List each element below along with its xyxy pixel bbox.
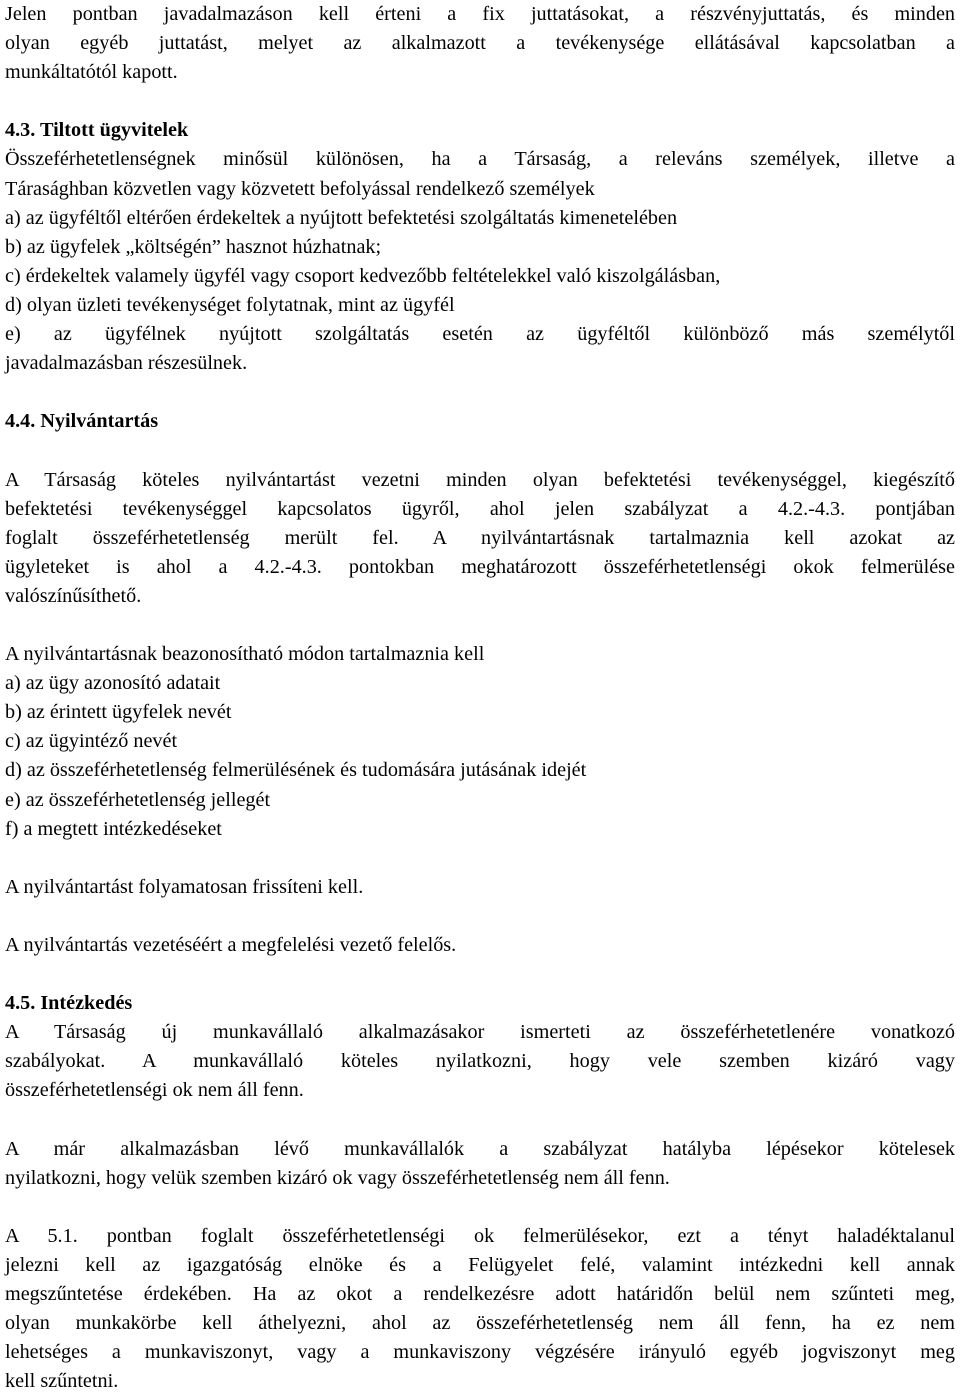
text-line: olyan egyéb juttatást, melyet az alkalmazott a tevékenysége ellátásával kapcsolatban a (5, 32, 955, 55)
list-item: a) az ügy azonosító adatait (5, 672, 221, 695)
list-item: e) az ügyfélnek nyújtott szolgáltatás esetén az ügyféltől különböző más személytől (5, 323, 955, 346)
list-item: a) az ügyféltől eltérően érdekeltek a nyújtott befektetési szolgáltatás kimenetelében (5, 206, 678, 229)
text-line: A Társaság köteles nyilvántartást vezetni minden olyan befektetési tevékenységgel, kiegészítő (5, 468, 955, 491)
text-line: A nyilvántartás vezetéséért a megfelelési vezető felelős. (5, 934, 457, 956)
section-heading: 4.4. Nyilvántartás (5, 410, 159, 433)
text-line: megszűntetése érdekében. Ha az okot a rendelkezésre adott határidőn belül nem szűnteti meg, (5, 1283, 955, 1306)
text-line: A nyilvántartásnak beazonosítható módon tartalmaznia kell (5, 643, 485, 666)
text-line: Tárasághban közvetlen vagy közvetett befolyással rendelkező személyek (5, 177, 595, 200)
text-line: A már alkalmazásban lévő munkavállalók a szabályzat hatályba lépésekor kötelesek (5, 1137, 955, 1160)
text-line: munkáltatótól kapott. (5, 61, 178, 84)
text-line: valószínűsíthető. (5, 584, 142, 607)
text-line: Összeférhetetlenségnek minősül különösen, ha a Társaság, a releváns személyek, illetve a (5, 148, 955, 171)
text-line: javadalmazásban részesülnek. (5, 352, 248, 375)
section-4-5 (5, 989, 955, 1396)
section-4-4 (5, 407, 955, 960)
text-line: A nyilvántartást folyamatosan frissíteni kell. (5, 875, 364, 898)
text-line: szabályokat. A munkavállaló köteles nyilatkozni, hogy vele szemben kizáró vagy (5, 1050, 955, 1073)
section-heading: 4.3. Tiltott ügyvitelek (5, 119, 189, 142)
text-line: nyilatkozni, hogy velük szemben kizáró ok vagy összeférhetetlenség nem áll fenn. (5, 1166, 670, 1189)
document-page (5, 0, 955, 1397)
list-item: c) érdekeltek valamely ügyfél vagy csoport kedvezőbb feltételekkel való kiszolgálásban, (5, 264, 721, 287)
list-item: d) olyan üzleti tevékenységet folytatnak, mint az ügyfél (5, 293, 455, 316)
list-item: f) a megtett intézkedéseket (5, 817, 222, 840)
list-item: e) az összeférhetetlenség jellegét (5, 788, 271, 811)
text-line: foglalt összeférhetetlenség merült fel. A nyilvántartásnak tartalmaznia kell azokat az (5, 526, 955, 549)
list-item: b) az érintett ügyfelek nevét (5, 701, 232, 724)
text-line: olyan munkakörbe kell áthelyezni, ahol az összeférhetetlenség nem áll fenn, ha ez nem (5, 1312, 955, 1335)
text-line: összeférhetetlenségi ok nem áll fenn. (5, 1079, 304, 1102)
section-4-3 (5, 116, 955, 378)
text-line: A 5.1. pontban foglalt összeférhetetlenségi ok felmerülésekor, ezt a tényt haladéktalanul (5, 1224, 955, 1247)
text-line: A Társaság új munkavállaló alkalmazásakor ismerteti az összeférhetetlenére vonatkozó (5, 1021, 955, 1044)
text-line: Jelen pontban javadalmazáson kell érteni a fix juttatásokat, a részvényjuttatás, és minden (5, 3, 955, 25)
text-line: befektetési tevékenységgel kapcsolatos ügyről, ahol jelen szabályzat a 4.2.-4.3. pontjában (5, 497, 955, 520)
list-item: b) az ügyfelek „költségén” hasznot húzhatnak; (5, 235, 382, 258)
text-line: kell szűntetni. (5, 1370, 119, 1393)
list-item: c) az ügyintéző nevét (5, 730, 178, 753)
list-item: d) az összeférhetetlenség felmerülésének és tudomására jutásának idejét (5, 759, 587, 782)
text-line: ügyleteket is ahol a 4.2.-4.3. pontokban meghatározott összeférhetetlenségi okok felmerülése (5, 555, 955, 578)
intro-paragraph (5, 0, 955, 87)
text-line: jelezni kell az igazgatóság elnöke és a Felügyelet felé, valamint intézkedni kell annak (5, 1254, 955, 1277)
text-line: lehetséges a munkaviszonyt, vagy a munkaviszony végzésére irányuló egyéb jogviszonyt meg (5, 1341, 955, 1364)
section-heading: 4.5. Intézkedés (5, 992, 133, 1015)
